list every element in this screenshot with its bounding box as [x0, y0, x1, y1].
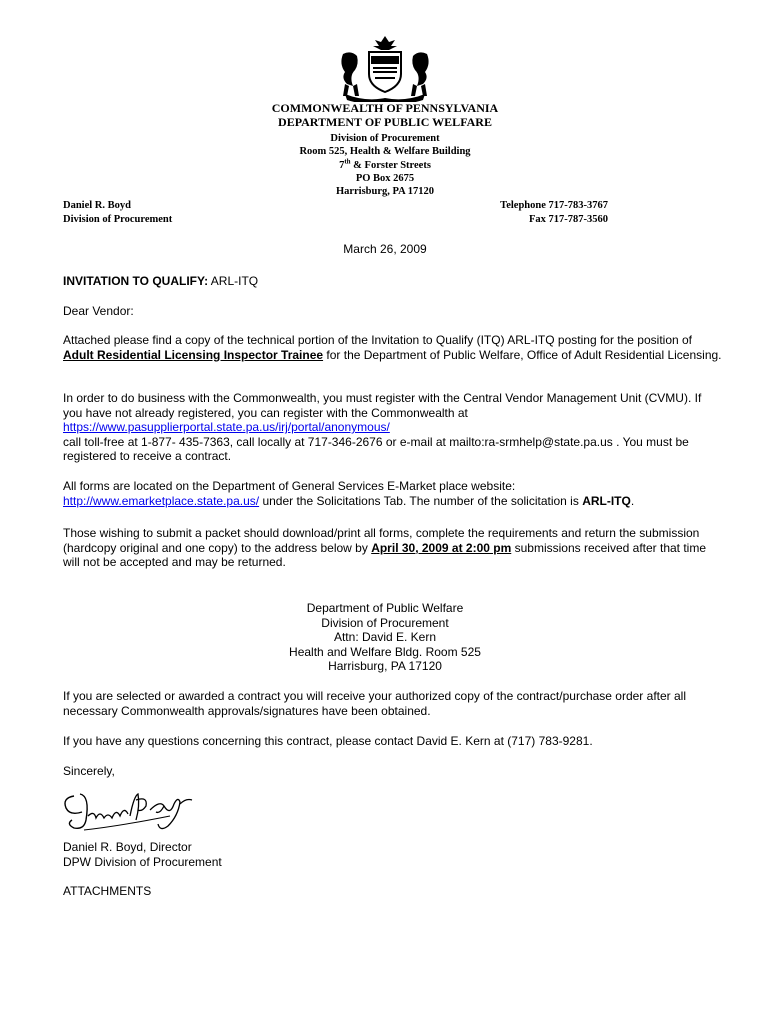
position-title: Adult Residential Licensing Inspector Trainee — [63, 347, 324, 362]
pennsylvania-seal-icon — [335, 34, 435, 102]
mailing-address: Department of Public Welfare Division of Procurement Attn: David E. Kern Health and Welfare Bldg. Room 525 Harrisburg, PA 17120 — [289, 601, 481, 673]
salutation: Dear Vendor: — [63, 304, 134, 318]
telephone: Telephone 717-783-3767 — [500, 200, 608, 211]
paragraph-contact: If you have any questions concerning this contract, please contact David E. Kern at (717) 783-9281. — [63, 734, 593, 748]
letterhead-address — [0, 132, 770, 198]
emarketplace-link[interactable]: http://www.emarketplace.state.pa.us/ — [63, 493, 260, 508]
solicitation-number: ARL-ITQ — [582, 493, 631, 508]
contact-block — [500, 199, 608, 227]
submission-deadline: April 30, 2009 at 2:00 pm — [371, 540, 512, 555]
letter-date: March 26, 2009 — [343, 242, 427, 256]
paragraph-position: Attached please find a copy of the technical portion of the Invitation to Qualify (ITQ) ARL-ITQ posting for the position of Adult Residential Licensing Inspector Trainee for the Department of Public Welfare, Office of Adult Residential Licensing. — [63, 333, 722, 362]
signer-title: DPW Division of Procurement — [63, 854, 222, 869]
sender-division: Division of Procurement — [63, 214, 173, 225]
sender-name: Daniel R. Boyd — [63, 200, 131, 211]
closing: Sincerely, — [63, 764, 115, 778]
paragraph-submission: Those wishing to submit a packet should download/print all forms, complete the requirements and return the submission (hardcopy original and one copy) to the address below by April 30, 2009 at 2:00 pm submissions received after that time will not be accepted and may be returned. — [63, 526, 707, 569]
paragraph-award: If you are selected or awarded a contract you will receive your authorized copy of the contract/purchase order after all necessary Commonwealth approvals/signatures have been obtained. — [63, 689, 686, 718]
dept-name: DEPARTMENT OF PUBLIC WELFARE — [278, 115, 492, 129]
city-state-zip: Harrisburg, PA 17120 — [335, 186, 435, 198]
division-name: Division of Procurement — [330, 133, 440, 144]
paragraph-registration: In order to do business with the Commonwealth, you must register with the Central Vendor Management Unit (CVMU). If you have not already registered, you can register with the Commonwealth at https://www.pasupplierportal.state.pa.us/irj/portal/anonymous/ call toll-free at 1-877- 435-7363, call locally at 717-346-2676 or e-mail at mailto:ra-srmhelp@state.pa.us . You must be registered to receive a contract. — [63, 391, 702, 463]
signer-block — [63, 840, 723, 869]
org-name: COMMONWEALTH OF PENNSYLVANIA — [271, 101, 499, 115]
letter-subject: INVITATION TO QUALIFY: ARL-ITQ — [63, 274, 259, 288]
handwritten-signature — [60, 786, 200, 838]
street-address: 7th & Forster Streets — [339, 157, 431, 171]
po-box: PO Box 2675 — [355, 172, 415, 184]
signer-name: Daniel R. Boyd, Director — [63, 840, 192, 854]
supplier-portal-link[interactable]: https://www.pasupplierportal.state.pa.us/irj/portal/anonymous/ — [63, 420, 390, 434]
building-room: Room 525, Health & Welfare Building — [299, 146, 471, 158]
letterhead-title — [0, 101, 770, 129]
paragraph-forms: All forms are located on the Department of General Services E-Market place website: http://www.emarketplace.state.pa.us/ under the Solicitations Tab. The number of the solicitation is ARL-ITQ. — [63, 479, 635, 508]
fax: Fax 717-787-3560 — [528, 214, 608, 225]
sender-block — [63, 199, 172, 227]
attachments-label: ATTACHMENTS — [63, 884, 152, 898]
